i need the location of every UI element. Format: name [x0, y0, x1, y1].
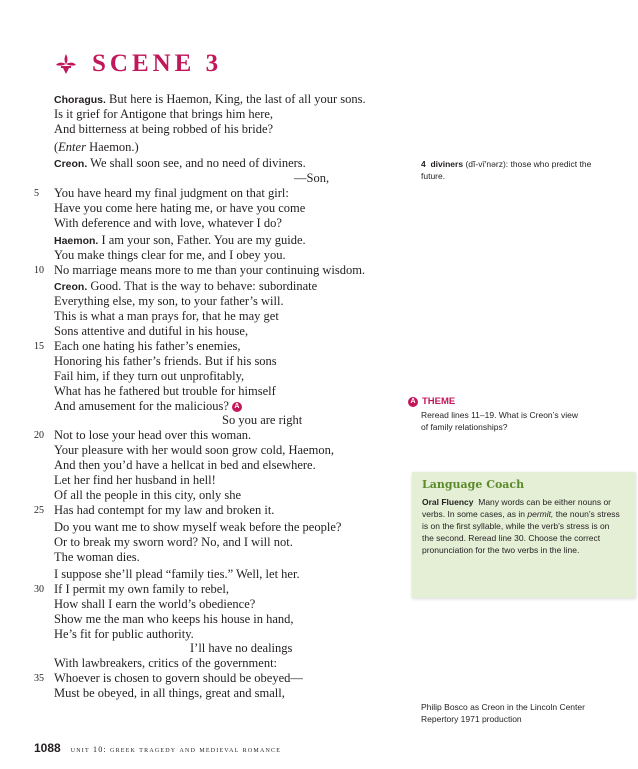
theme-heading: A THEME: [408, 396, 455, 407]
play-line: Of all the people in this city, only she: [54, 488, 241, 502]
scene-header: [54, 50, 222, 78]
play-line: Has had contempt for my law and broken it.: [54, 503, 275, 517]
unit-title: unit 10: greek tragedy and medieval romance: [70, 745, 282, 754]
play-line: Everything else, my son, to your father’s will.: [54, 294, 284, 308]
play-line: This is what a man prays for, that he may get: [54, 309, 279, 323]
play-line: Whoever is chosen to govern should be obeyed—: [54, 671, 303, 685]
play-line: Have you come here hating me, or have you come: [54, 201, 306, 215]
line-number: 5: [34, 188, 39, 199]
play-line: Let her find her husband in hell!: [54, 473, 216, 487]
speaker-name: Creon.: [54, 281, 88, 293]
line-number: 30: [34, 584, 44, 595]
play-line: He’s fit for public authority.: [54, 627, 194, 641]
play-line: Is it grief for Antigone that brings him here,: [54, 107, 274, 121]
play-line: Honoring his father’s friends. But if his sons: [54, 354, 277, 368]
language-coach-text: Oral Fluency Many words can be either nouns or verbs. In some cases, as in permit, the noun’s stress is on the first syllable, while the verb’s stress is on the second. Reread line 30. Choose the correct pronunciation for the two verbs in the line.: [422, 497, 620, 555]
play-line: With deference and with love, whatever I do?: [54, 216, 282, 230]
play-line: So you are right: [222, 413, 303, 427]
play-line: I suppose she’ll plead “family ties.” Well, let her.: [54, 567, 300, 581]
speaker-name: Haemon.: [54, 235, 99, 247]
play-line: Or to break my sworn word? No, and I will not.: [54, 535, 293, 549]
play-line: With lawbreakers, critics of the government:: [54, 656, 278, 670]
play-line: Show me the man who keeps his house in hand,: [54, 612, 294, 626]
page-footer: [34, 741, 281, 755]
play-line: Fail him, if they turn out unprofitably,: [54, 369, 245, 383]
line-number: 15: [34, 341, 44, 352]
play-line: Haemon. I am your son, Father. You are my guide.: [54, 233, 306, 247]
fleur-ornament-icon: [54, 52, 78, 76]
language-coach-box: [412, 472, 636, 598]
play-line: Not to lose your head over this woman.: [54, 428, 252, 442]
play-line: Creon. Good. That is the way to behave: subordinate: [54, 279, 318, 293]
play-line: And amusement for the malicious? A: [54, 399, 242, 414]
play-line: You make things clear for me, and I obey you.: [54, 248, 286, 262]
scene-title: SCENE 3: [92, 50, 223, 77]
gloss-note: 4 diviners (dĭ-vī′nərz): those who predict the future.: [421, 159, 592, 181]
play-line: How shall I earn the world’s obedience?: [54, 597, 256, 611]
play-line: And bitterness at being robbed of his bride?: [54, 122, 274, 136]
theme-question: Reread lines 11–19. What is Creon’s view of family relationships?: [421, 410, 579, 432]
play-line: Must be obeyed, in all things, great and small,: [54, 686, 285, 700]
language-coach-title: Language Coach: [422, 478, 525, 491]
line-number: 25: [34, 505, 44, 516]
play-line: Sons attentive and dutiful in his house,: [54, 324, 249, 338]
page-number: 1088: [34, 741, 61, 755]
play-line: You have heard my final judgment on that girl:: [54, 186, 289, 200]
play-line: —Son,: [294, 171, 330, 185]
play-line: No marriage means more to me than your continuing wisdom.: [54, 263, 366, 277]
line-number: 10: [34, 265, 44, 276]
play-line: Do you want me to show myself weak before the people?: [54, 520, 342, 534]
play-line: Creon. We shall soon see, and no need of diviners.: [54, 156, 306, 170]
play-line: Your pleasure with her would soon grow cold, Haemon,: [54, 443, 334, 457]
play-line: Choragus. But here is Haemon, King, the last of all your sons.: [54, 92, 366, 106]
speaker-name: Choragus.: [54, 94, 106, 106]
annotation-marker: A: [408, 397, 418, 407]
play-line: If I permit my own family to rebel,: [54, 582, 229, 596]
stage-direction: (Enter Haemon.): [54, 140, 139, 154]
line-number: 20: [34, 430, 44, 441]
play-line: What has he fathered but trouble for himself: [54, 384, 276, 398]
photo-caption: Philip Bosco as Creon in the Lincoln Center Repertory 1971 production: [421, 702, 585, 724]
play-line: I’ll have no dealings: [190, 641, 293, 655]
play-line: The woman dies.: [54, 550, 140, 564]
speaker-name: Creon.: [54, 158, 88, 170]
play-line: And then you’d have a hellcat in bed and elsewhere.: [54, 458, 316, 472]
annotation-marker: A: [232, 402, 242, 412]
play-line: Each one hating his father’s enemies,: [54, 339, 241, 353]
line-number: 35: [34, 673, 44, 684]
